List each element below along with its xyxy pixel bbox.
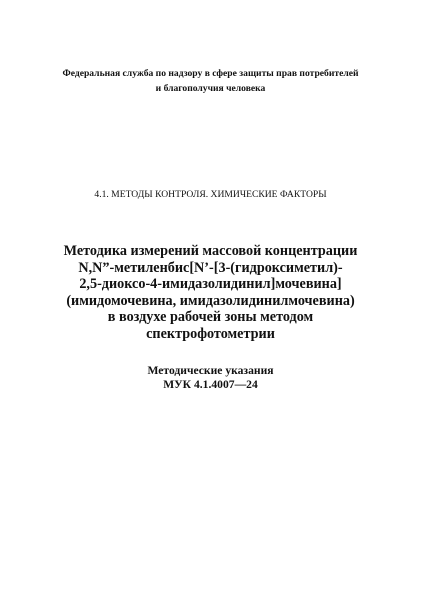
title-line-1: Методика измерений массовой концентрации — [63, 243, 358, 259]
agency-name-line-1: Федеральная служба по надзору в сфере защиты прав потребителей — [62, 68, 359, 79]
title-line-2: N,N”-метиленбис[N’-[3-(гидроксиметил)- — [78, 259, 343, 276]
title-line-6: спектрофотометрии — [146, 325, 275, 342]
title-line-3: 2,5-диоксо-4-имидазолидинил]мочевина] — [79, 276, 342, 292]
document-type-label: Методические указания — [147, 364, 274, 377]
document-designation — [20, 364, 401, 392]
agency-name-line-2: и благополучия человека — [155, 83, 266, 94]
title-line-5: в воздухе рабочей зоны методом — [107, 309, 314, 325]
title-line-4: (имидомочевина, имидазолидинилмочевина) — [66, 292, 355, 309]
agency-name — [20, 66, 401, 96]
series-heading: 4.1. МЕТОДЫ КОНТРОЛЯ. ХИМИЧЕСКИЕ ФАКТОРЫ — [94, 189, 327, 200]
document-title — [20, 243, 401, 342]
document-code: МУК 4.1.4007—24 — [163, 378, 258, 391]
